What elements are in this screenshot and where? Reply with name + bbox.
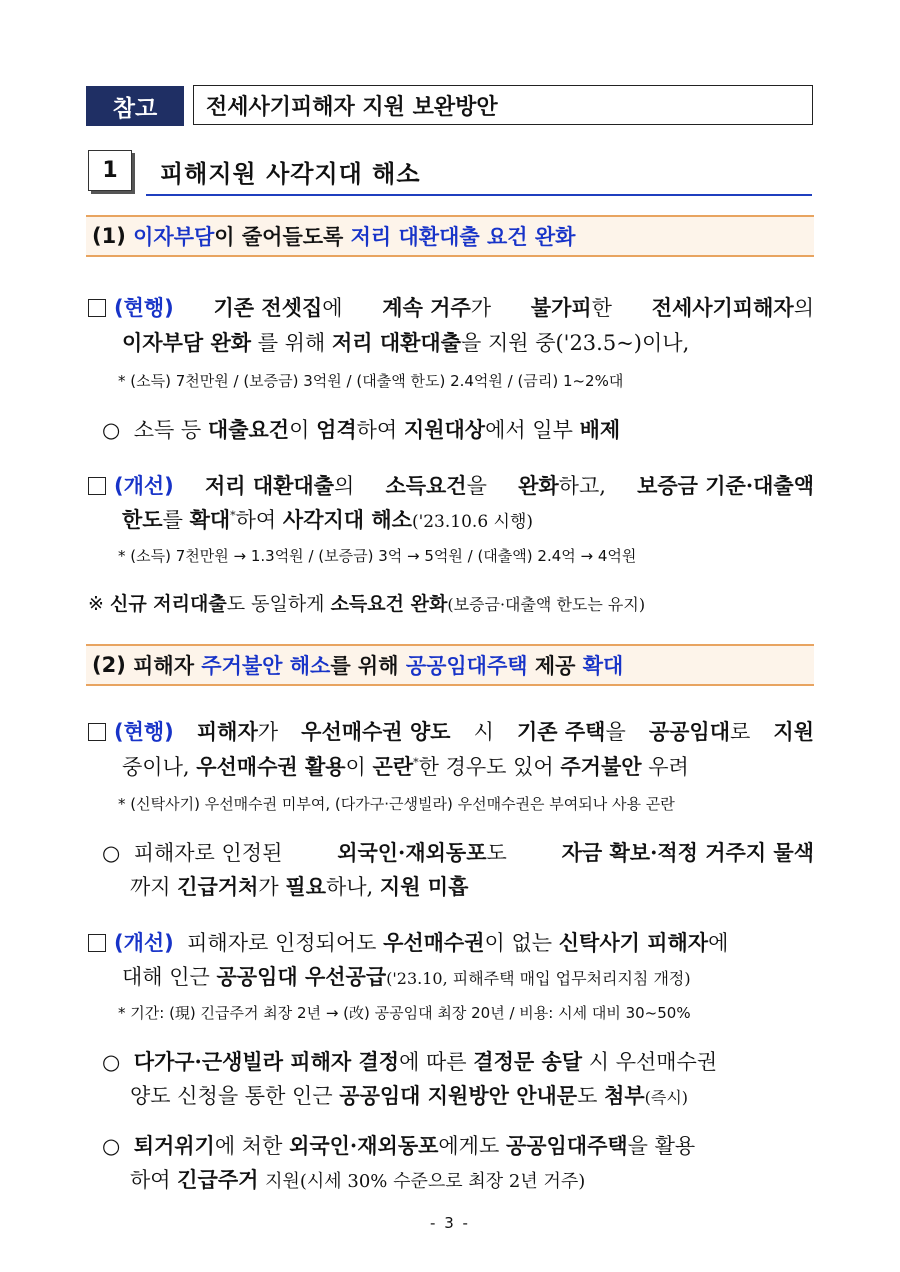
section-number: 1 [88, 150, 132, 191]
sub2-improve-note: * 기간: (現) 긴급주거 최장 2년 → (改) 공공임대 최장 20년 / 비용: 시세 대비 30~50% [118, 1004, 691, 1022]
reference-tag: 참고 [86, 86, 184, 126]
sub2-current-bullet-line2: 까지 긴급거처가 필요하나, 지원 미흡 [130, 874, 469, 899]
sub1-current-line2: 이자부담 완화 를 위해 저리 대환대출을 지원 중('23.5~)이나, [122, 330, 690, 355]
sub2-current-bullet-line1: ○ 피해자로 인정된 외국인·재외동포도 자금 확보·적정 거주지 물색 [102, 840, 814, 865]
sub2-current-note: * (신탁사기) 우선매수권 미부여, (다가구·근생빌라) 우선매수권은 부여되나 사용 곤란 [118, 795, 675, 813]
sub2-improve-bullet2-line2: 하여 긴급주거 지원(시세 30% 수준으로 최장 2년 거주) [130, 1167, 586, 1192]
checkbox-marker-icon [88, 934, 106, 952]
sub1-improve-line1: (개선) 저리 대환대출의 소득요건을 완화하고, 보증금 기준·대출액 [88, 470, 814, 500]
sub2-current-line2: 중이나, 우선매수권 활용이 곤란*한 경우도 있어 주거불안 우려 [122, 754, 689, 779]
section-underline [146, 194, 812, 196]
sub2-improve-bullet1-line2: 양도 신청을 통한 인근 공공임대 지원방안 안내문도 첨부(즉시) [130, 1083, 689, 1108]
sub2-improve-bullet2-line1: ○ 퇴거위기에 처한 외국인·재외동포에게도 공공임대주택을 활용 [102, 1133, 696, 1158]
checkbox-marker-icon [88, 299, 106, 317]
subsection-2-heading: (2) 피해자 주거불안 해소 를 위해 공공임대주택 제공 확대 [86, 644, 814, 686]
sub1-current-bullet: ○ 소득 등 대출요건이 엄격하여 지원대상에서 일부 배제 [102, 417, 621, 442]
checkbox-marker-icon [88, 477, 106, 495]
sub2-current-line1: (현행) 피해자가 우선매수권 양도 시 기존 주택을 공공임대로 지원 [88, 716, 814, 746]
sub2-improve-line1: (개선) 피해자로 인정되어도 우선매수권이 없는 신탁사기 피해자에 [88, 927, 814, 957]
checkbox-marker-icon [88, 723, 106, 741]
section-title: 피해지원 사각지대 해소 [160, 160, 421, 188]
sub1-improve-line2: 한도를 확대*하여 사각지대 해소('23.10.6 시행) [122, 507, 534, 532]
sub2-improve-bullet1-line1: ○ 다가구·근생빌라 피해자 결정에 따른 결정문 송달 시 우선매수권 [102, 1049, 718, 1074]
sub1-improve-note: * (소득) 7천만원 → 1.3억원 / (보증금) 3억 → 5억원 / (대출액) 2.4억 → 4억원 [118, 547, 637, 565]
page-number: - 3 - [430, 1214, 470, 1232]
subsection-1-heading: (1) 이자부담 이 줄어들도록 저리 대환대출 요건 완화 [86, 215, 814, 257]
sub1-current-line1: (현행) 기존 전셋집에 계속 거주가 불가피한 전세사기피해자의 [88, 292, 814, 322]
document-title: 전세사기피해자 지원 보완방안 [193, 85, 813, 125]
sub1-reference-note: ※ 신규 저리대출도 동일하게 소득요건 완화(보증금·대출액 한도는 유지) [88, 593, 646, 615]
sub2-improve-line2: 대해 인근 공공임대 우선공급('23.10, 피해주택 매입 업무처리지침 개정) [122, 964, 691, 989]
sub1-current-note: * (소득) 7천만원 / (보증금) 3억원 / (대출액 한도) 2.4억원 / (금리) 1~2%대 [118, 372, 624, 390]
